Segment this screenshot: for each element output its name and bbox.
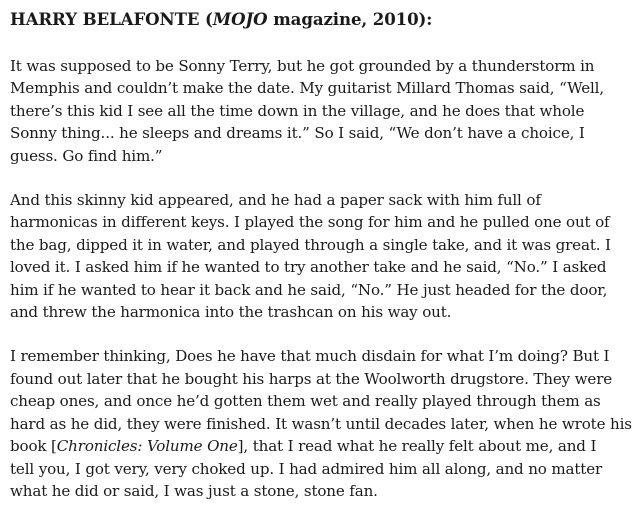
paragraph-line: guess. Go find him.” bbox=[10, 146, 163, 165]
paragraph-line: hard as he did, they were finished. It wasn’t until decades later, when he wrote his bbox=[10, 414, 632, 433]
paragraph-2 bbox=[10, 189, 634, 323]
quote-heading bbox=[10, 7, 634, 31]
book-title: Chronicles: Volume One bbox=[56, 437, 238, 456]
book-line-pre: book [ bbox=[10, 437, 57, 456]
paragraph-line: there’s this kid I see all the time down in the village, and he does that whole bbox=[10, 101, 585, 120]
paragraph-line: tell you, I got very, very choked up. I had admired him all along, and no matter bbox=[10, 459, 603, 478]
paragraph-line: Sonny thing... he sleeps and dreams it.” So I said, “We don’t have a choice, I bbox=[10, 124, 585, 143]
paragraph-line: cheap ones, and once he’d gotten them wet and really played through them as bbox=[10, 392, 601, 411]
paragraph-line: It was supposed to be Sonny Terry, but he got grounded by a thunderstorm in bbox=[10, 57, 595, 75]
paragraph-line: found out later that he bought his harps at the Woolworth drugstore. They were bbox=[10, 369, 613, 388]
heading-publication: MOJO bbox=[212, 9, 268, 29]
paragraph-line: Memphis and couldn’t make the date. My guitarist Millard Thomas said, “Well, bbox=[10, 79, 605, 98]
paragraph-line: loved it. I asked him if he wanted to try another take and he said, “No.” I asked bbox=[10, 258, 607, 277]
paragraph-line-book bbox=[10, 435, 634, 457]
paragraph-3 bbox=[10, 345, 634, 502]
paragraph-1 bbox=[10, 55, 634, 167]
paragraph-line: And this skinny kid appeared, and he had a paper sack with him full of bbox=[10, 191, 541, 210]
paragraph-line: what he did or said, I was just a stone, stone fan. bbox=[10, 481, 378, 500]
paragraph-line: him if he wanted to hear it back and he said, “No.” He just headed for the door, bbox=[10, 280, 608, 299]
heading-source: magazine, 2010): bbox=[267, 9, 433, 29]
paragraph-line: and threw the harmonica into the trashcan on his way out. bbox=[10, 303, 452, 322]
paragraph-line: I remember thinking, Does he have that much disdain for what I’m doing? But I bbox=[10, 347, 610, 366]
paragraph-line: the bag, dipped it in water, and played through a single take, and it was great. I bbox=[10, 235, 611, 254]
paragraph-line: harmonicas in different keys. I played the song for him and he pulled one out of bbox=[10, 213, 610, 232]
heading-name: HARRY BELAFONTE ( bbox=[10, 9, 213, 29]
book-line-post: ], that I read what he really felt about me, and I bbox=[237, 437, 597, 456]
